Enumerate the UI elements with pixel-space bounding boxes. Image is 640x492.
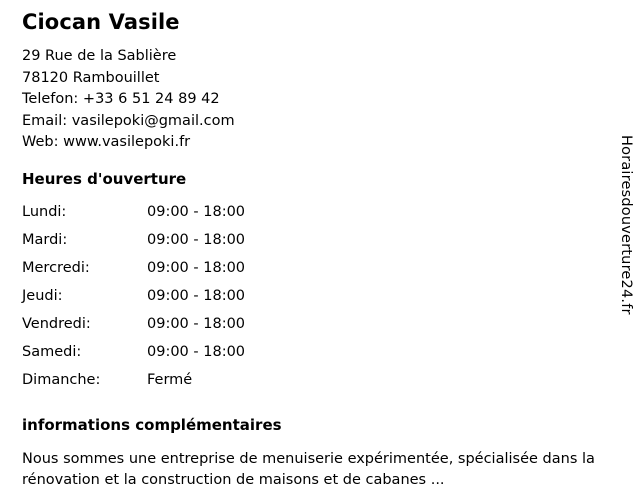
address-city: 78120 Rambouillet (22, 69, 160, 86)
hours-day-label: Mardi: (22, 231, 68, 248)
opening-hours-table (22, 202, 307, 398)
hours-day-label: Mercredi: (22, 259, 90, 276)
hours-day-label: Vendredi: (22, 315, 91, 332)
hours-time-value: 09:00 - 18:00 (147, 287, 246, 304)
hours-time-value: 09:00 - 18:00 (147, 315, 246, 332)
address-street: 29 Rue de la Sablière (22, 48, 177, 64)
hours-day-label: Dimanche: (22, 371, 101, 388)
hours-day-label: Lundi: (22, 203, 67, 220)
table-row (22, 314, 307, 342)
hours-time-value: 09:00 - 18:00 (147, 343, 246, 360)
hours-day-label: Jeudi: (22, 287, 63, 304)
hours-time-value: 09:00 - 18:00 (147, 259, 246, 276)
phone-line: Telefon: +33 6 51 24 89 42 (22, 91, 220, 107)
page-title: Ciocan Vasile (22, 10, 180, 34)
additional-info-title: informations complémentaires (22, 415, 282, 434)
additional-info-text: Nous sommes une entreprise de menuiserie expérimentée, spécialisée dans la rénovation et la construction de maisons et de cabanes ... (22, 450, 595, 488)
table-row (22, 258, 307, 286)
opening-hours-title: Heures d'ouverture (22, 169, 187, 188)
card-content (22, 8, 595, 492)
hours-time-value: 09:00 - 18:00 (147, 203, 246, 220)
contact-block (22, 46, 592, 154)
table-row (22, 286, 307, 314)
table-row (22, 230, 307, 258)
email-line: Email: vasilepoki@gmail.com (22, 112, 235, 129)
hours-time-value: Fermé (147, 371, 193, 388)
table-row (22, 342, 307, 370)
hours-day-label: Samedi: (22, 343, 82, 360)
website-line: Web: www.vasilepoki.fr (22, 134, 191, 150)
table-row (22, 202, 307, 230)
hours-time-value: 09:00 - 18:00 (147, 231, 246, 248)
table-row (22, 370, 307, 398)
watermark-label: Horairesdouverture24.fr (618, 135, 634, 315)
